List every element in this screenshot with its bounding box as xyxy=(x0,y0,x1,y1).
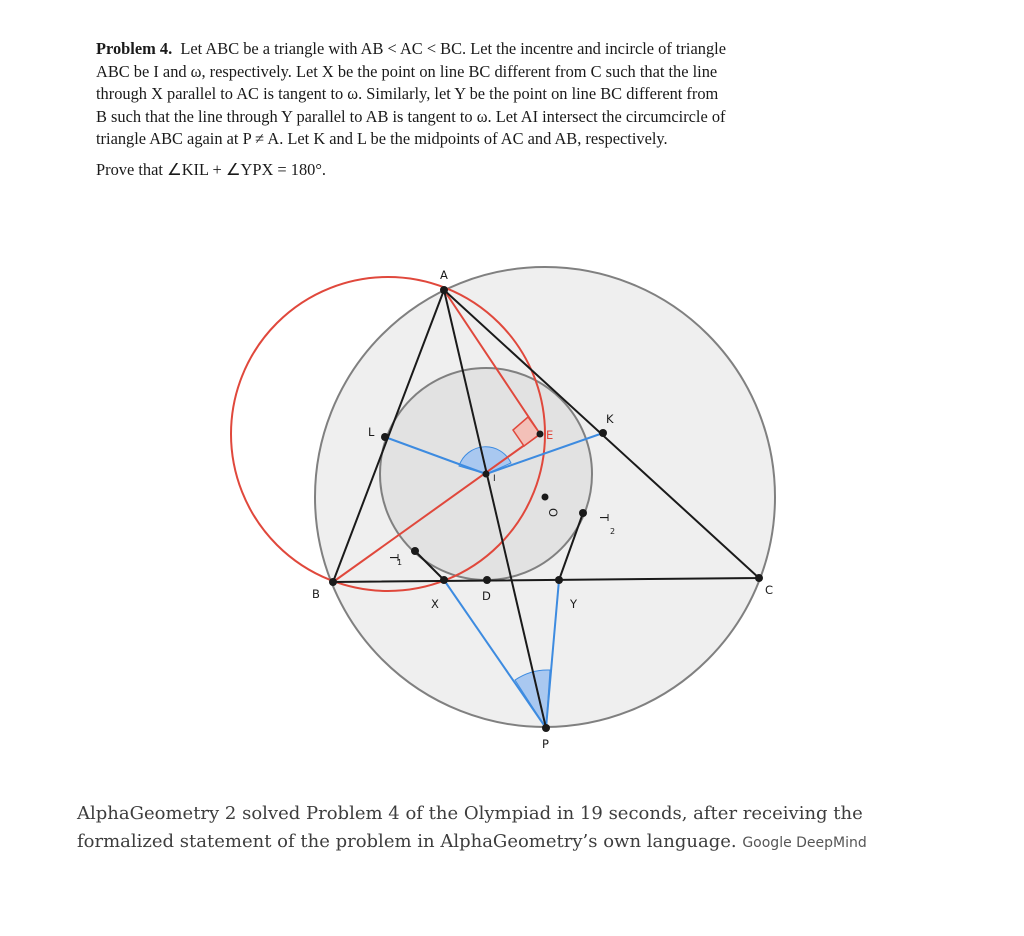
point-y xyxy=(555,576,563,584)
label-b: B xyxy=(312,587,320,601)
label-t2-sub: 2 xyxy=(610,527,616,536)
label-l: L xyxy=(368,425,375,439)
point-e xyxy=(537,431,544,438)
point-l xyxy=(381,433,389,441)
problem-line-3: through X parallel to AC is tangent to ω. Similarly, let Y be the point on line BC different from xyxy=(96,84,719,103)
problem-line-5: triangle ABC again at P ≠ A. Let K and L be the midpoints of AC and AB, respectively. xyxy=(96,129,668,148)
label-d: D xyxy=(482,589,491,603)
point-i xyxy=(483,471,490,478)
label-o: O xyxy=(546,508,560,518)
label-p: P xyxy=(542,737,549,751)
point-c xyxy=(755,574,763,582)
point-a xyxy=(440,286,448,294)
caption-credit: Google DeepMind xyxy=(742,835,867,851)
figure-caption xyxy=(77,800,927,857)
label-i: I xyxy=(493,474,496,484)
label-t1-sub: 1 xyxy=(397,558,403,567)
label-k: K xyxy=(606,412,614,426)
label-y: Y xyxy=(570,597,578,611)
point-t1 xyxy=(411,547,419,555)
caption-text: AlphaGeometry 2 solved Problem 4 of the Olympiad in 19 seconds, after receiving the formalized statement of the problem in AlphaGeometry’s own language. xyxy=(77,803,863,852)
point-t2 xyxy=(579,509,587,517)
label-e: E xyxy=(546,428,554,442)
label-c: C xyxy=(765,583,774,597)
problem-text-1: Let ABC be a triangle with AB < AC < BC. Let the incentre and incircle of triangle xyxy=(180,39,726,58)
point-x xyxy=(440,576,448,584)
label-t1: T xyxy=(387,554,401,562)
problem-prove-statement: Prove that ∠KIL + ∠YPX = 180°. xyxy=(96,159,327,179)
label-a: A xyxy=(440,268,448,282)
problem-line-2: ABC be I and ω, respectively. Let X be the point on line BC different from C such that the line xyxy=(96,61,718,81)
point-k xyxy=(599,429,607,437)
point-o xyxy=(542,494,549,501)
problem-heading: Problem 4. xyxy=(96,39,173,58)
point-d xyxy=(483,576,491,584)
point-p xyxy=(542,724,550,732)
point-b xyxy=(329,578,337,586)
label-x: X xyxy=(431,597,439,611)
label-t2: T xyxy=(597,514,611,522)
problem-line-4: B such that the line through Y parallel to AB is tangent to ω. Let AI intersect the circumcircle of xyxy=(96,106,726,126)
